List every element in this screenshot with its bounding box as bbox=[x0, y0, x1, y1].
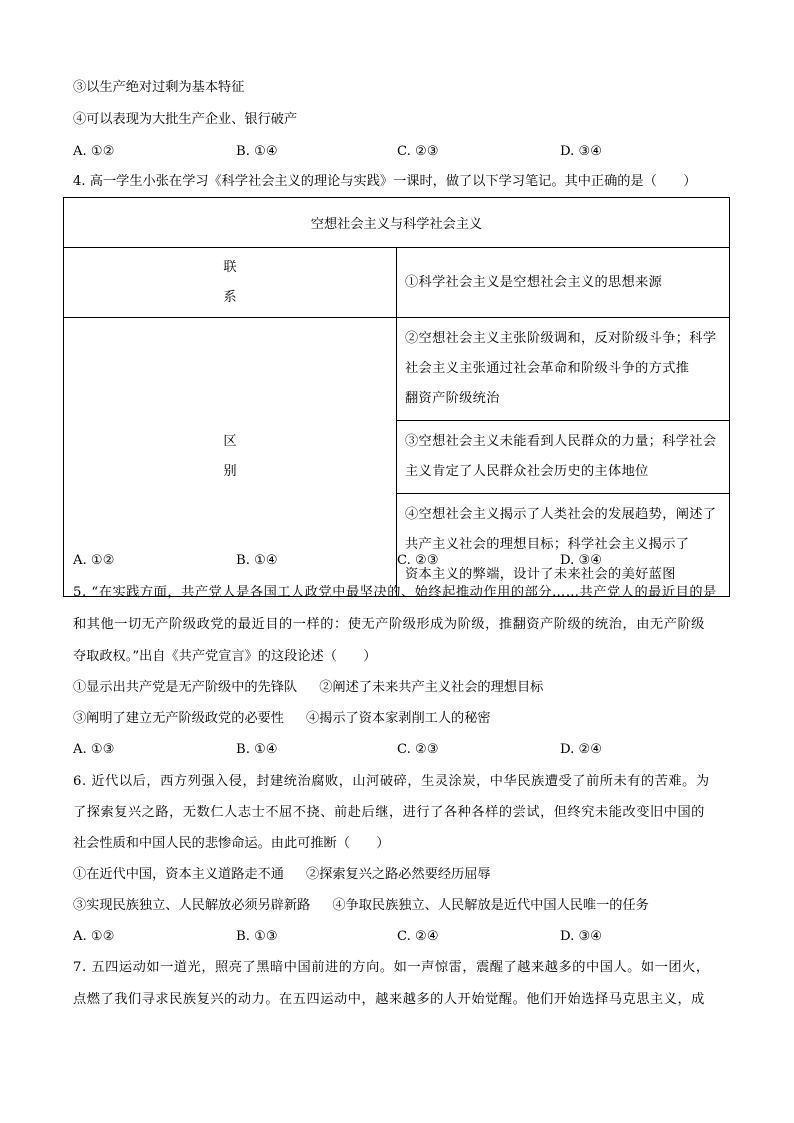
qubie-item-3: ③空想社会主义未能看到人民群众的力量；科学社会主义肯定了人民群众社会历史的主体地位 bbox=[397, 421, 730, 494]
table-title: 空想社会主义与科学社会主义 bbox=[64, 198, 730, 248]
q5-options bbox=[73, 740, 733, 760]
q6-option-d: D. ③④ bbox=[560, 929, 603, 944]
q5-items-row-1 bbox=[73, 678, 543, 698]
q4-notes-table bbox=[63, 197, 730, 597]
q6-item-2: ②探索复兴之路必然要经历屈辱 bbox=[306, 867, 491, 882]
q6-stem-line-3: 社会性质和中国人民的悲惨命运。由此可推断（ ） bbox=[73, 836, 390, 851]
q5-stem-line-1: 5. “在实践方面，共产党人是各国工人政党中最坚决的、始终起推动作用的部分……共产党人的最近目的是 bbox=[73, 585, 717, 600]
lianxi-label: 联 系 bbox=[64, 248, 397, 318]
q5-item-3: ③阐明了建立无产阶级政党的必要性 bbox=[73, 711, 284, 726]
q7-stem-line-2: 点燃了我们寻求民族复兴的动力。在五四运动中，越来越多的人开始觉醒。他们开始选择马克思主义，成 bbox=[73, 992, 705, 1007]
q6-stem-line-2: 了探索复兴之路，无数仁人志士不屈不挠、前赴后继，进行了各种各样的尝试，但终究未能改变旧中国的 bbox=[73, 805, 705, 820]
q6-option-a: A. ①② bbox=[73, 929, 115, 944]
qubie-label: 区 别 bbox=[64, 318, 397, 597]
qubie-item-2: ②空想社会主义主张阶级调和，反对阶级斗争；科学社会主义主张通过社会革命和阶级斗争的方式推 翻资产阶级统治 bbox=[397, 318, 730, 421]
q4-option-c: C. ②③ bbox=[397, 553, 439, 568]
q3-options bbox=[73, 142, 733, 162]
q3-item-3: ③以生产绝对过剩为基本特征 bbox=[73, 80, 245, 95]
q5-option-d: D. ②④ bbox=[560, 742, 603, 757]
q6-item-3: ③实现民族独立、人民解放必须另辟新路 bbox=[73, 898, 311, 913]
q5-option-c: C. ②③ bbox=[397, 742, 439, 757]
q4-options bbox=[73, 551, 733, 571]
q5-option-b: B. ①④ bbox=[236, 742, 278, 757]
q5-item-2: ②阐述了未来共产主义社会的理想目标 bbox=[319, 680, 544, 695]
q6-items-row-1 bbox=[73, 865, 491, 885]
q5-item-4: ④揭示了资本家剥削工人的秘密 bbox=[306, 711, 491, 726]
q3-option-c: C. ②③ bbox=[397, 144, 439, 159]
q6-item-1: ①在近代中国，资本主义道路走不通 bbox=[73, 867, 284, 882]
q6-items-row-2 bbox=[73, 896, 649, 916]
q5-option-a: A. ①③ bbox=[73, 742, 115, 757]
q5-item-1: ①显示出共产党是无产阶级中的先锋队 bbox=[73, 680, 298, 695]
q4-option-a: A. ①② bbox=[73, 553, 115, 568]
q4-option-b: B. ①④ bbox=[236, 553, 278, 568]
q6-stem-line-1: 6. 近代以后，西方列强入侵，封建统治腐败，山河破碎，生灵涂炭，中华民族遭受了前所未有的苦难。为 bbox=[73, 774, 710, 789]
q6-option-b: B. ①③ bbox=[236, 929, 278, 944]
q6-options bbox=[73, 927, 733, 947]
lianxi-item-1: ①科学社会主义是空想社会主义的思想来源 bbox=[397, 248, 730, 318]
q3-option-b: B. ①④ bbox=[236, 144, 278, 159]
q3-option-a: A. ①② bbox=[73, 144, 115, 159]
q6-option-c: C. ②④ bbox=[397, 929, 439, 944]
q3-item-4: ④可以表现为大批生产企业、银行破产 bbox=[73, 112, 298, 127]
q5-stem-line-2: 和其他一切无产阶级政党的最近目的一样的：使无产阶级形成为阶级，推翻资产阶级的统治，由无产阶级 bbox=[73, 617, 705, 632]
q5-stem-line-3: 夺取政权。”出自《共产党宣言》的这段论述（ ） bbox=[73, 649, 377, 664]
q4-option-d: D. ③④ bbox=[560, 553, 603, 568]
q3-option-d: D. ③④ bbox=[560, 144, 603, 159]
q6-item-4: ④争取民族独立、人民解放是近代中国人民唯一的任务 bbox=[332, 898, 649, 913]
qubie-item-4: ④空想社会主义揭示了人类社会的发展趋势，阐述了共产主义社会的理想目标；科学社会主义揭示了 资本主义的弊端，设计了未来社会的美好蓝图 bbox=[397, 494, 730, 597]
q5-items-row-2 bbox=[73, 709, 491, 729]
q7-stem-line-1: 7. 五四运动如一道光，照亮了黑暗中国前进的方向。如一声惊雷，震醒了越来越多的中国人。如一团火， bbox=[73, 960, 710, 975]
q4-stem: 4. 高一学生小张在学习《科学社会主义的理论与实践》一课时，做了以下学习笔记。其中正确的是（ ） bbox=[73, 174, 697, 189]
